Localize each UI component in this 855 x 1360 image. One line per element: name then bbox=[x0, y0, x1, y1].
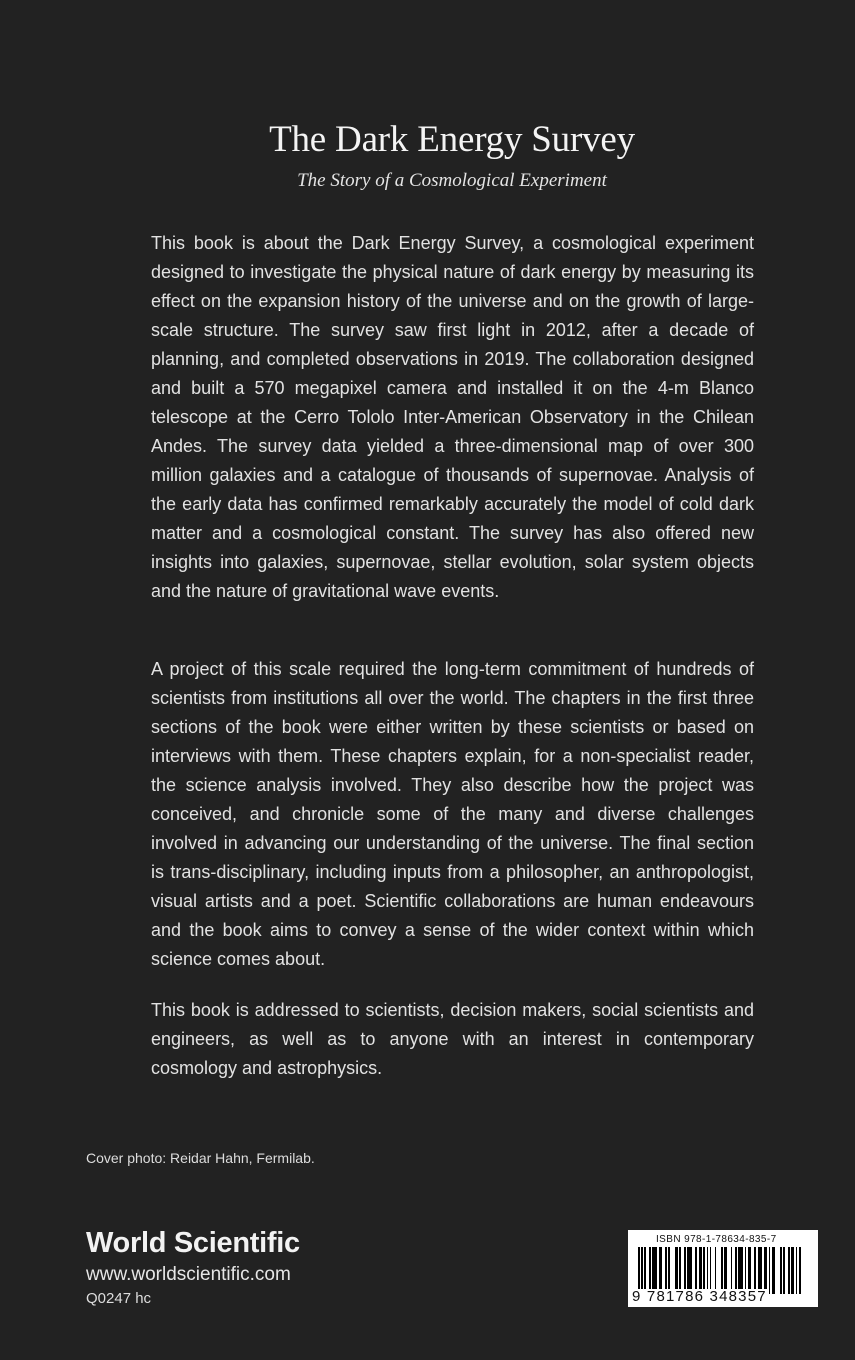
barcode-digits: 9 781786 348357 bbox=[632, 1288, 767, 1305]
barcode-bars bbox=[638, 1247, 808, 1294]
product-code: Q0247 hc bbox=[86, 1290, 152, 1307]
publisher-name: World Scientific bbox=[86, 1227, 300, 1259]
book-title: The Dark Energy Survey bbox=[269, 119, 635, 160]
isbn-barcode bbox=[628, 1230, 818, 1307]
photo-credit: Cover photo: Reidar Hahn, Fermilab. bbox=[86, 1150, 315, 1166]
description-paragraph-2: A project of this scale required the long-term commitment of hundreds of scientists from institutions all over the world. The chapters in the first three sections of the book were either written by these scientists or based on interviews with them. These chapters explain, for a non-specialist reader, the science analysis involved. They also describe how the project was conceived, and chronicle some of the many and diverse challenges involved in advancing our understanding of the universe. The final section is trans-disciplinary, including inputs from a philosopher, an anthropologist, visual artists and a poet. Scientific collaborations are human endeavours and the book aims to convey a sense of the wider context within which science comes about. bbox=[151, 659, 754, 969]
description-paragraph-3: This book is addressed to scientists, decision makers, social scientists and engineers, as well as to anyone with an interest in contemporary cosmology and astrophysics. bbox=[151, 1000, 754, 1078]
publisher-website: www.worldscientific.com bbox=[86, 1264, 291, 1285]
barcode-gap bbox=[801, 1247, 803, 1294]
book-subtitle: The Story of a Cosmological Experiment bbox=[297, 170, 607, 191]
isbn-label: ISBN 978-1-78634-835-7 bbox=[656, 1234, 777, 1245]
description-paragraph-1: This book is about the Dark Energy Survey, a cosmological experiment designed to investigate the physical nature of dark energy by measuring its effect on the expansion history of the universe and on the growth of large-scale structure. The survey saw first light in 2012, after a decade of planning, and completed observations in 2019. The collaboration designed and built a 570 megapixel camera and installed it on the 4-m Blanco telescope at the Cerro Tololo Inter-American Observatory in the Chilean Andes. The survey data yielded a three-dimensional map of over 300 million galaxies and a catalogue of thousands of supernovae. Analysis of the early data has confirmed remarkably accurately the model of cold dark matter and a cosmological constant. The survey has also offered new insights into galaxies, supernovae, stellar evolution, solar system objects and the nature of gravitational wave events. bbox=[151, 233, 754, 601]
